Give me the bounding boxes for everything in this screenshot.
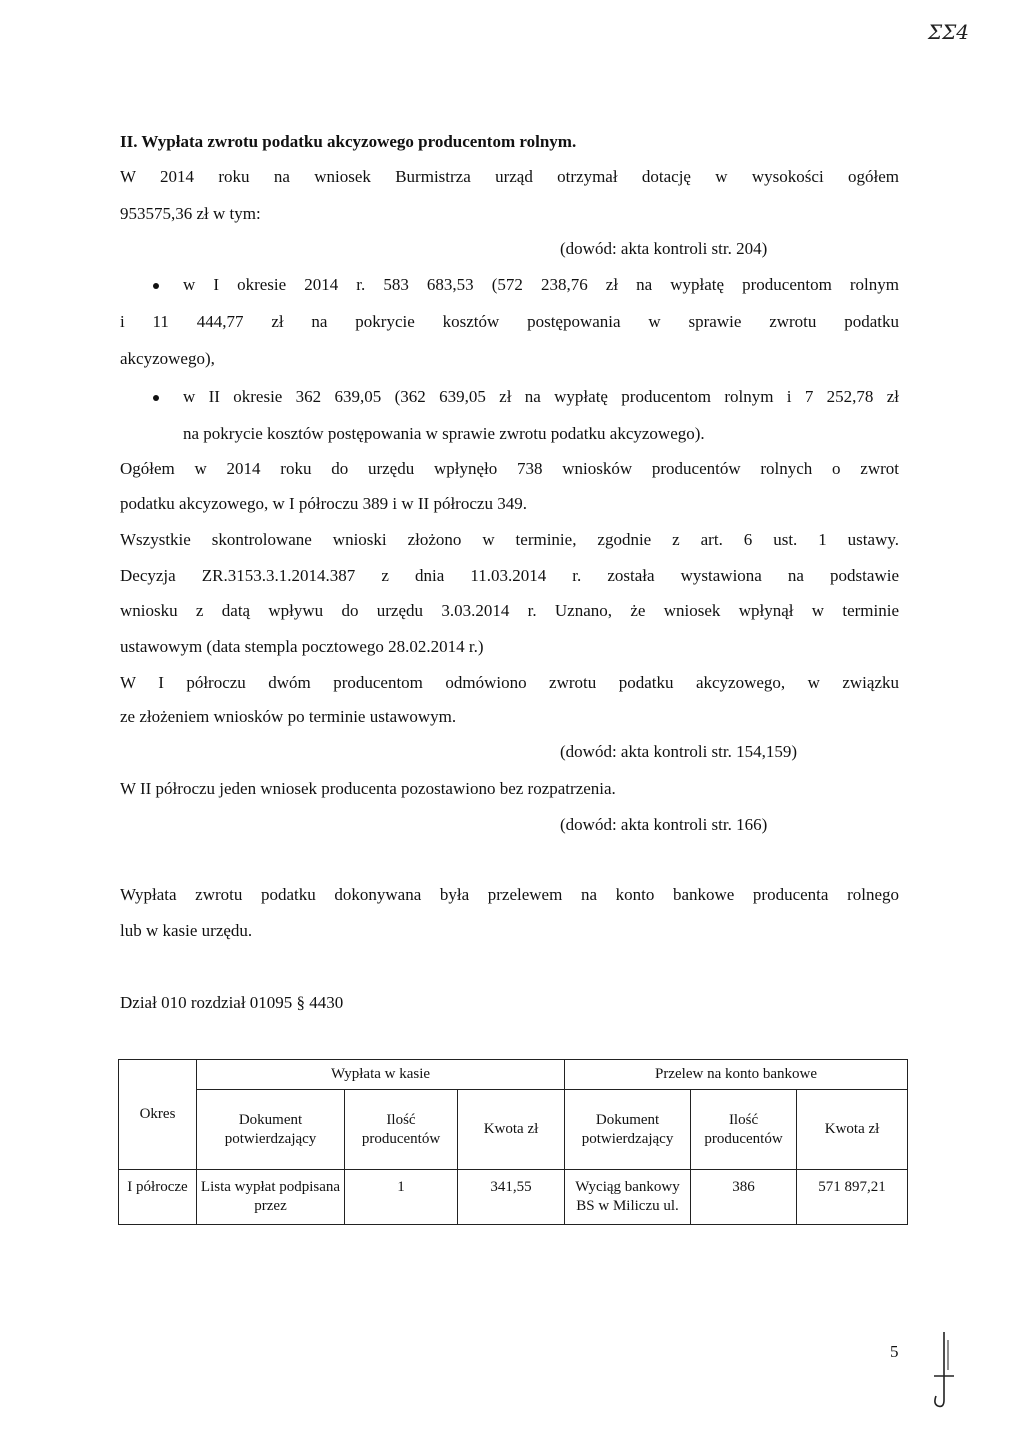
para5: W II półroczu jeden wniosek producenta pozostawiono bez rozpatrzenia.: [120, 779, 616, 798]
header-group-cash: Wypłata w kasie: [197, 1060, 565, 1090]
para1-line1: W 2014 roku na wniosek Burmistrza urząd otrzymał dotację w wysokości ogółem: [120, 167, 899, 186]
section-heading: II. Wypłata zwrotu podatku akcyzowego producentom rolnym.: [120, 132, 577, 151]
bullet-dot: [153, 283, 159, 289]
para4-line1: W I półroczu dwóm producentom odmówiono zwrotu podatku akcyzowego, w związku: [120, 673, 899, 692]
cell-period: I półrocze: [119, 1170, 197, 1225]
bullet2-line2: na pokrycie kosztów postępowania w sprawie zwrotu podatku akcyzowego).: [183, 424, 705, 443]
header-period: Okres: [119, 1060, 197, 1170]
payments-table: [118, 1059, 908, 1225]
corner-handwritten-mark: ΣΣ4: [928, 20, 970, 44]
evidence-note-3: (dowód: akta kontroli str. 166): [560, 815, 768, 834]
para1-line2: 953575,36 zł w tym:: [120, 204, 261, 223]
bullet-dot: [153, 395, 159, 401]
cell-cash-count: 1: [345, 1170, 458, 1225]
evidence-note-1: (dowód: akta kontroli str. 204): [560, 239, 768, 258]
header-transfer-amount: Kwota zł: [797, 1090, 908, 1170]
bullet2-line1: w II okresie 362 639,05 (362 639,05 zł na wypłatę producentom rolnym i 7 252,78 zł: [183, 387, 899, 406]
table-row: [119, 1170, 908, 1225]
evidence-note-2: (dowód: akta kontroli str. 154,159): [560, 742, 798, 761]
para3-line3: wniosku z datą wpływu do urzędu 3.03.2014 r. Uznano, że wniosek wpłynął w terminie: [120, 601, 899, 620]
page-number: 5: [890, 1342, 899, 1361]
header-cash-document: Dokument potwierdzający: [197, 1090, 345, 1170]
handwritten-initials-mark: [930, 1330, 960, 1410]
para3-line1: Wszystkie skontrolowane wnioski złożono w terminie, zgodnie z art. 6 ust. 1 ustawy.: [120, 530, 899, 549]
para3-line4: ustawowym (data stempla pocztowego 28.02.2014 r.): [120, 637, 484, 656]
cell-transfer-count: 386: [691, 1170, 797, 1225]
para6-line2: lub w kasie urzędu.: [120, 921, 253, 940]
para4-line2: ze złożeniem wniosków po terminie ustawowym.: [120, 707, 457, 726]
bullet1-line2: i 11 444,77 zł na pokrycie kosztów postępowania w sprawie zwrotu podatku: [120, 312, 899, 331]
header-transfer-count: Ilość producentów: [691, 1090, 797, 1170]
cell-cash-amount: 341,55: [458, 1170, 565, 1225]
header-transfer-document: Dokument potwierdzający: [565, 1090, 691, 1170]
header-group-transfer: Przelew na konto bankowe: [565, 1060, 908, 1090]
para2-line1: Ogółem w 2014 roku do urzędu wpłynęło 738 wniosków producentów rolnych o zwrot: [120, 459, 899, 478]
cell-cash-document: Lista wypłat podpisana przez: [197, 1170, 345, 1225]
bullet1-line1: w I okresie 2014 r. 583 683,53 (572 238,76 zł na wypłatę producentom rolnym: [183, 275, 899, 294]
cell-transfer-document: Wyciąg bankowy BS w Miliczu ul.: [565, 1170, 691, 1225]
budget-section-label: Dział 010 rozdział 01095 § 4430: [120, 993, 344, 1012]
para2-line2: podatku akcyzowego, w I półroczu 389 i w II półroczu 349.: [120, 494, 527, 513]
para3-line2: Decyzja ZR.3153.3.1.2014.387 z dnia 11.03.2014 r. została wystawiona na podstawie: [120, 566, 899, 585]
para6-line1: Wypłata zwrotu podatku dokonywana była przelewem na konto bankowe producenta rolnego: [120, 885, 899, 904]
header-cash-amount: Kwota zł: [458, 1090, 565, 1170]
cell-transfer-amount: 571 897,21: [797, 1170, 908, 1225]
header-cash-count: Ilość producentów: [345, 1090, 458, 1170]
bullet1-line3: akcyzowego),: [120, 349, 215, 368]
